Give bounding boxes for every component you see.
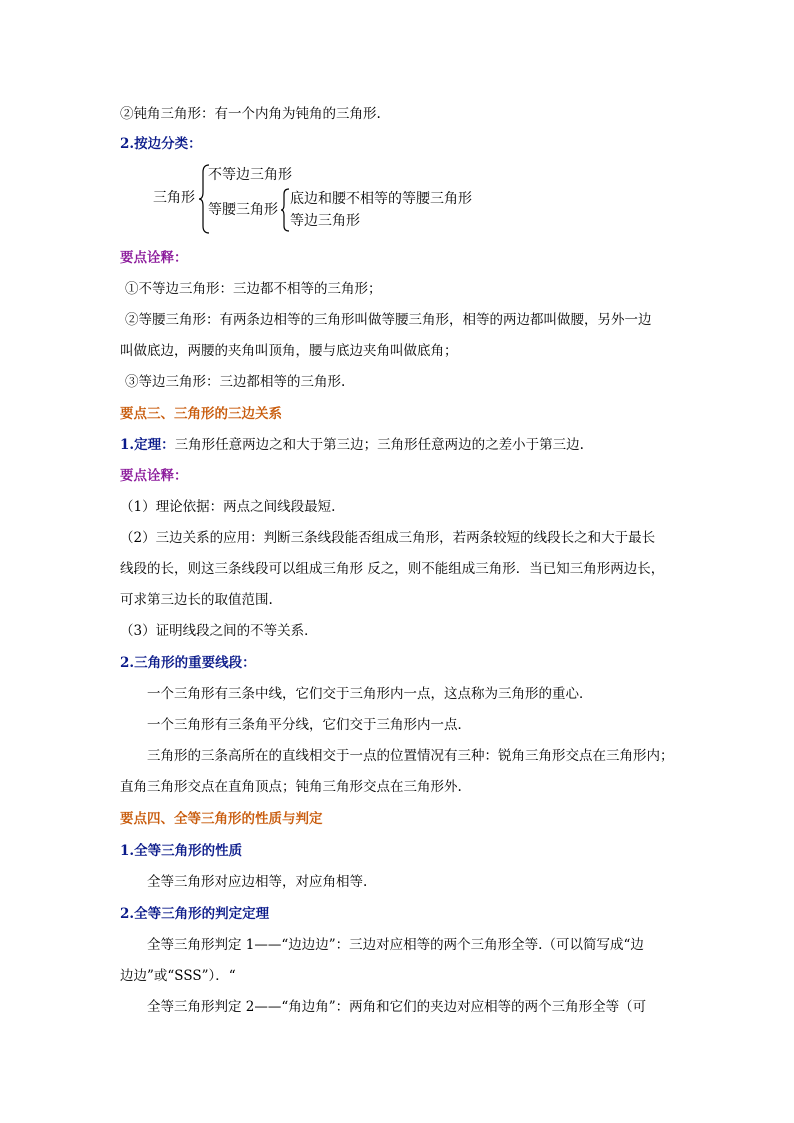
theorem-text: 三角形任意两边之和大于第三边；三角形任意两边的之差小于第三边. — [174, 437, 584, 453]
section-heading: 要点四、全等三角形的性质与判定 — [120, 811, 323, 827]
text-line: 一个三角形有三条中线，它们交于三角形内一点，这点称为三角形的重心． — [147, 686, 593, 702]
text-line: （2）三边关系的应用：判断三条线段能否组成三角形，若两条较短的线段长之和大于最长 — [120, 530, 656, 546]
text-line: ①不等边三角形：三边都不相等的三角形； — [125, 281, 382, 297]
brace-icon — [280, 188, 290, 232]
note-heading: 要点诠释： — [120, 250, 188, 266]
tree-root: 三角形 — [153, 190, 195, 206]
text-line: 边边”或“SSS”）．“ — [120, 968, 236, 984]
section-heading: 要点三、三角形的三边关系 — [120, 406, 282, 422]
text-line: 三角形的三条高所在的直线相交于一点的位置情况有三种：锐角三角形交点在三角形内； — [147, 748, 674, 764]
theorem-label: 1.定理： — [120, 437, 175, 453]
text-line: 直角三角形交点在直角顶点；钝角三角形交点在三角形外. — [120, 779, 462, 795]
text-line: （1）理论依据：两点之间线段最短. — [120, 499, 336, 515]
classification-tree — [150, 160, 550, 240]
text-line: 叫做底边，两腰的夹角叫顶角，腰与底边夹角叫做底角； — [120, 343, 458, 359]
text-line: 全等三角形判定 1——“边边边”：三边对应相等的两个三角形全等.（可以简写成“边 — [147, 937, 644, 953]
note-heading: 要点诠释： — [120, 468, 188, 484]
section-heading: 2.全等三角形的判定定理 — [120, 906, 270, 922]
text-line: 全等三角形判定 2——“角边角”：两角和它们的夹边对应相等的两个三角形全等（可 — [147, 999, 647, 1015]
text-line: ②钝角三角形：有一个内角为钝角的三角形. — [120, 106, 381, 122]
text-line: 一个三角形有三条角平分线，它们交于三角形内一点． — [147, 717, 471, 733]
section-heading: 2.按边分类： — [120, 136, 202, 152]
text-line — [120, 435, 584, 455]
tree-scalene: 不等边三角形 — [208, 167, 292, 183]
text-line: 可求第三边长的取值范围. — [120, 592, 273, 608]
section-heading: 2.三角形的重要线段： — [120, 655, 256, 671]
text-line: 线段的长，则这三条线段可以组成三角形 反之，则不能组成三角形．当已知三角形两边长， — [120, 561, 665, 577]
text-line: 全等三角形对应边相等，对应角相等. — [147, 874, 368, 890]
text-line: ②等腰三角形：有两条边相等的三角形叫做等腰三角形，相等的两边都叫做腰，另外一边 — [125, 312, 652, 328]
text-line: ③等边三角形：三边都相等的三角形. — [125, 374, 346, 390]
section-heading: 1.全等三角形的性质 — [120, 843, 243, 859]
tree-equilateral: 等边三角形 — [290, 213, 360, 229]
text-line: （3）证明线段之间的不等关系． — [120, 623, 318, 639]
tree-isosceles: 等腰三角形 — [208, 202, 278, 218]
tree-iso-general: 底边和腰不相等的等腰三角形 — [290, 191, 472, 207]
